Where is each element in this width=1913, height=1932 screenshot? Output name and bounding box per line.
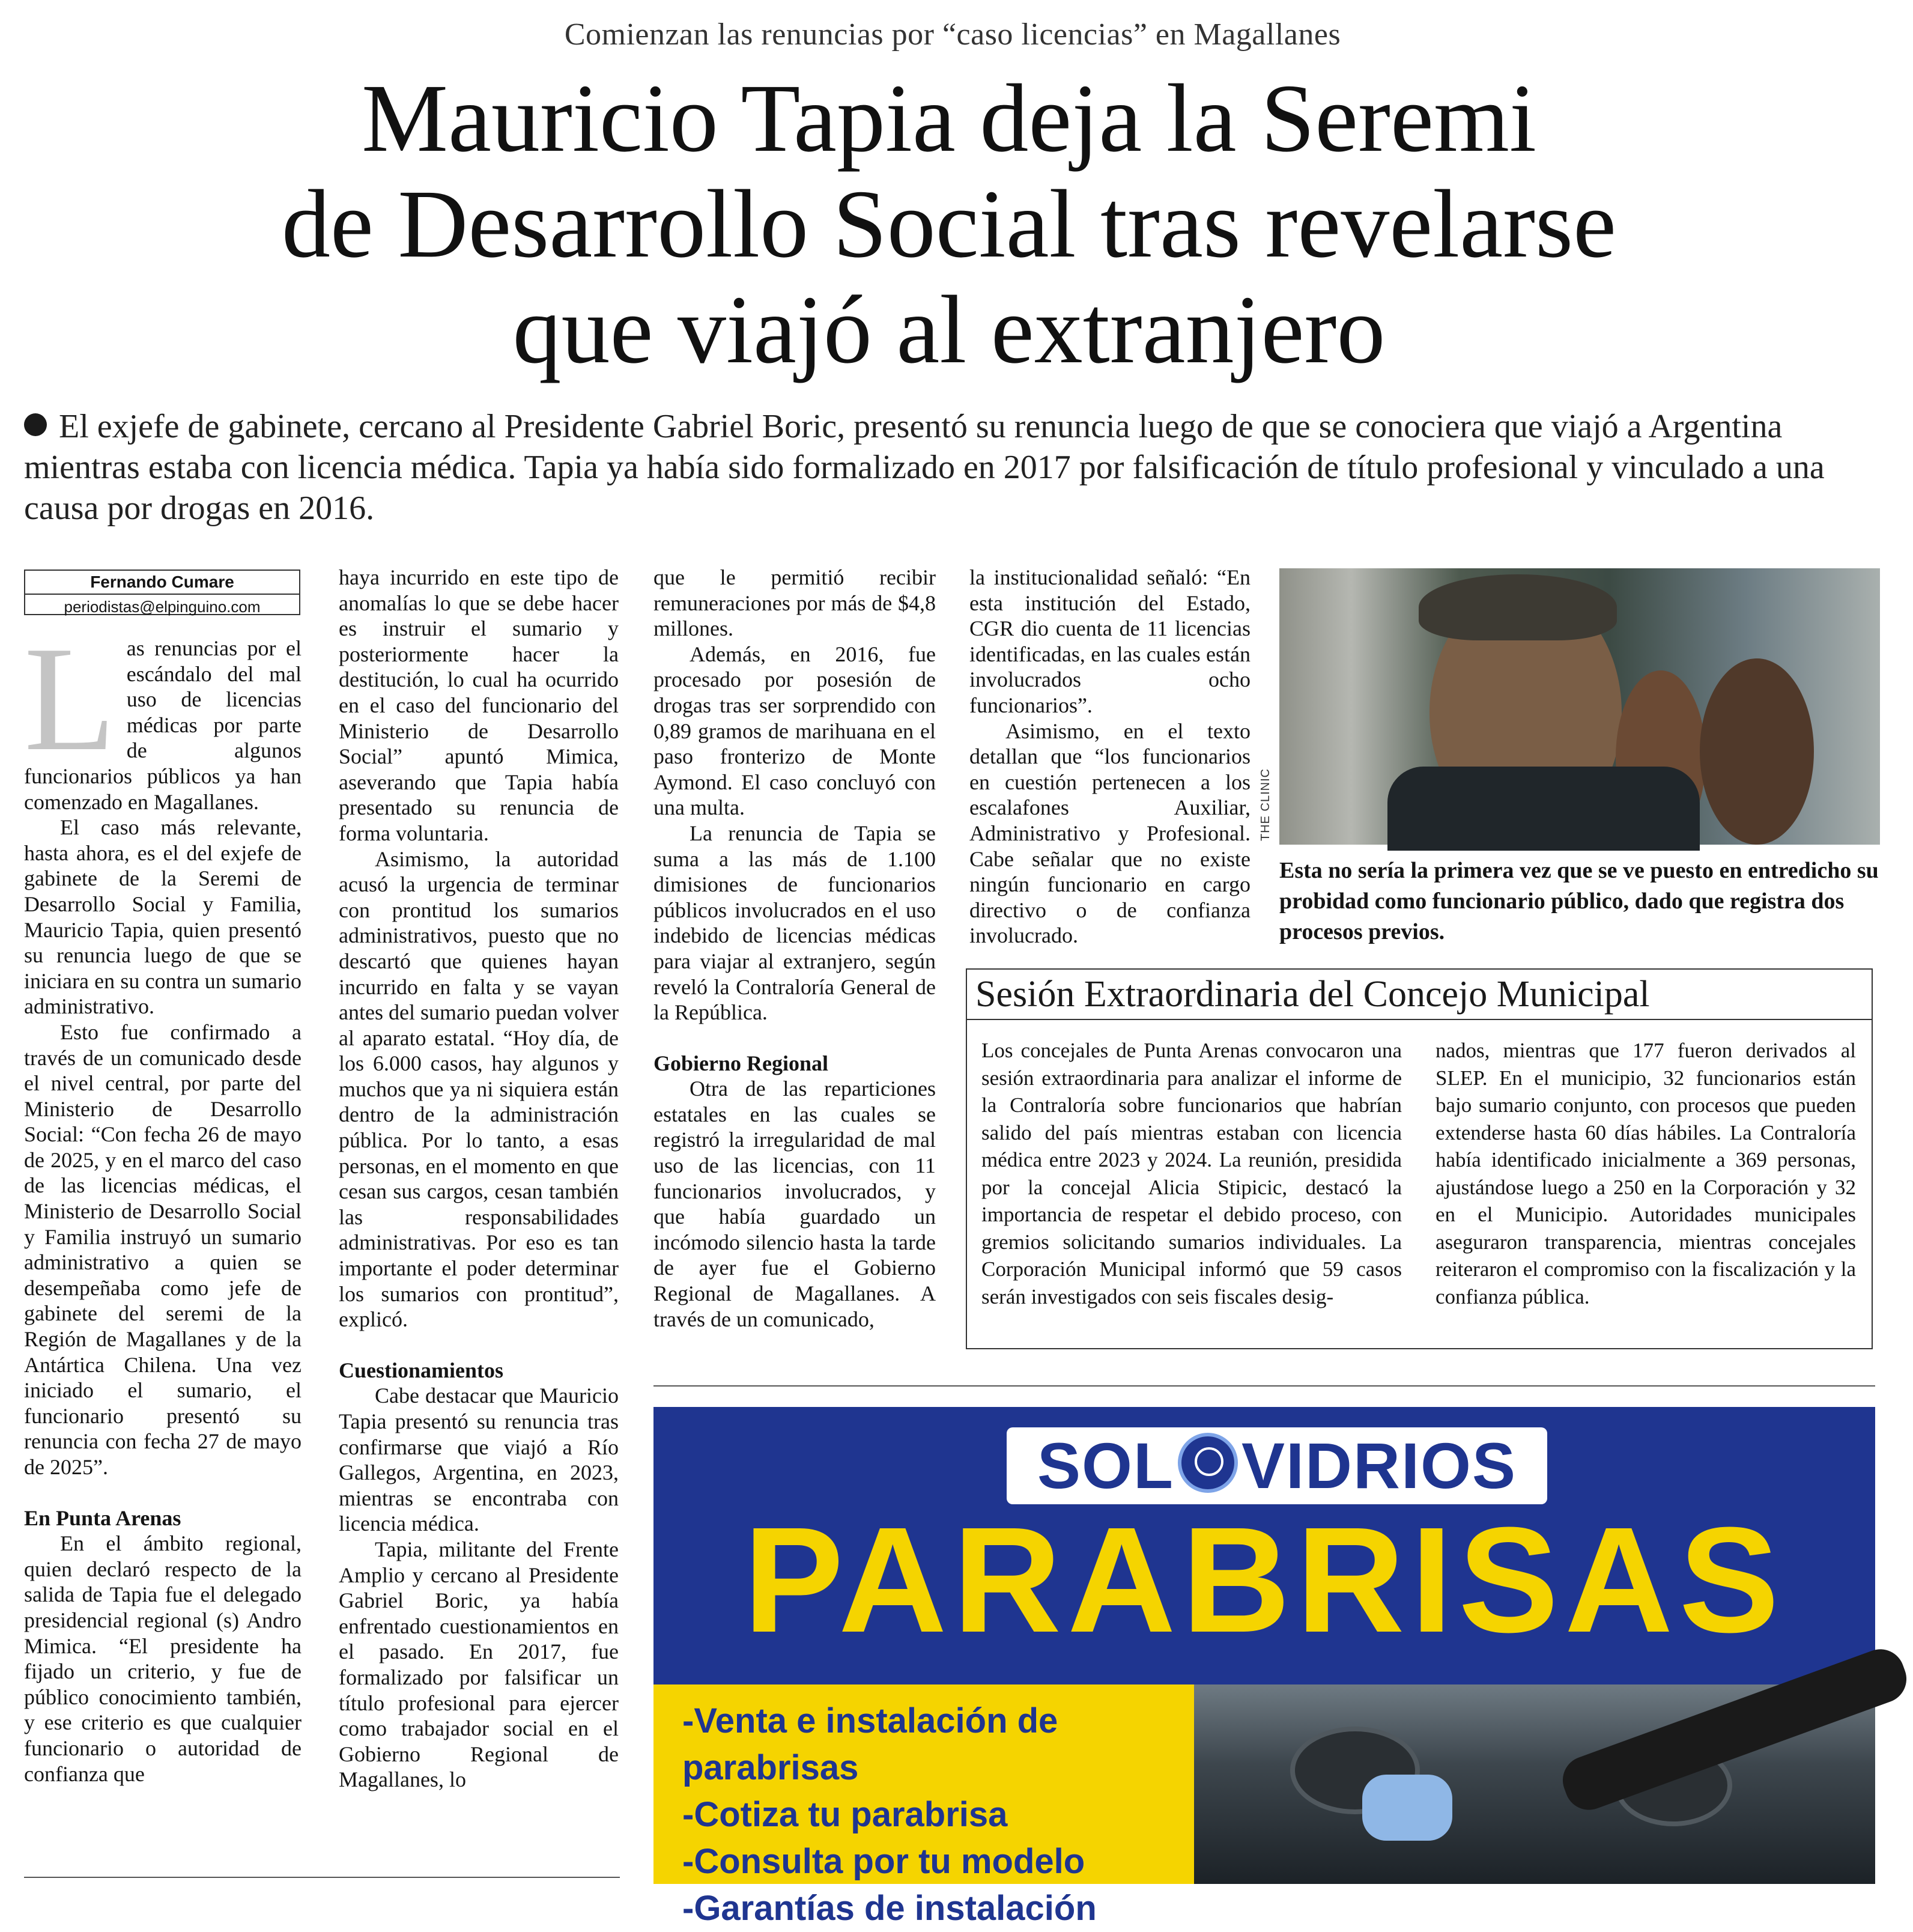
globe-icon xyxy=(1178,1433,1238,1493)
article-paragraph: En el ámbito regional, quien declaró respecto de la salida de Tapia fue el delegado presidencial regional (s) Andro Mimica. “El presidente ha fijado un criterio, y fue de público conocimiento también, y ese criterio es que cualquier funcionario o autoridad de confianza que xyxy=(24,1531,302,1786)
ad-service-list xyxy=(682,1698,1223,1932)
kicker: Comienzan las renuncias por “caso licencias” en Magallanes xyxy=(564,17,1341,52)
ad-service-item: -Garantías de instalación xyxy=(682,1889,1097,1928)
article-column-4 xyxy=(969,565,1251,949)
article-paragraph: Asimismo, en el texto detallan que “los funcionarios en cuestión pertenecen a los escalafones Auxiliar, Administrativo y Profesional. Cabe señalar que no existe ningún funcionario en cargo directivo o de confianza involucrado. xyxy=(969,718,1251,948)
article-paragraph: Además, en 2016, fue procesado por posesión de drogas tras ser sorprendido con 0,89 gramos de marihuana en el paso fronterizo de Monte Aymond. El caso concluyó con una multa. xyxy=(653,642,936,820)
news-photo xyxy=(1279,568,1880,845)
ad-windshield-photo xyxy=(1194,1684,1875,1884)
ad-headline: PARABRISAS xyxy=(743,1496,1786,1663)
headline xyxy=(24,66,1874,383)
ad-brand-left: SOL xyxy=(1037,1429,1174,1502)
advertisement[interactable] xyxy=(653,1407,1875,1928)
headline-line-3: que viajó al extranjero xyxy=(512,276,1386,384)
article-paragraph: La renuncia de Tapia se suma a las más de 1.100 dimisiones de funcionarios públicos involucrados en el uso indebido de licencias médicas para viajar al extranjero, según reveló la Contraloría General de la República. xyxy=(653,821,936,1025)
author-name: Fernando Cumare xyxy=(25,571,299,595)
byline xyxy=(24,570,300,615)
headline-line-2: de Desarrollo Social tras revelarse xyxy=(281,171,1617,278)
article-column-3 xyxy=(653,565,936,1332)
drop-cap: L xyxy=(24,616,116,782)
photo-subject-man xyxy=(1700,658,1814,845)
article-paragraph: El caso más relevante, hasta ahora, es el del exjefe de gabinete de la Seremi de Desarrollo Social y Familia, Mauricio Tapia, quien presentó su renuncia luego de que se iniciara en su contra un sumario administrativo. xyxy=(24,815,302,1019)
glove-icon xyxy=(1362,1775,1452,1841)
article-paragraph: as renuncias por el escándalo del mal uso de licencias médicas por parte de algunos funcionarios públicos ya han comenzado en Magallanes. xyxy=(24,636,302,814)
ad-service-item: -Venta e instalación de xyxy=(682,1701,1058,1740)
subhead-punta-arenas: En Punta Arenas xyxy=(24,1505,181,1530)
photo-caption: Esta no sería la primera vez que se ve puesto en entredicho su probidad como funcionario público, dado que registra dos procesos previos. xyxy=(1279,858,1879,944)
divider xyxy=(653,1385,1875,1387)
article-column-1 xyxy=(24,616,302,1787)
author-email[interactable]: periodistas@elpinguino.com xyxy=(64,598,261,616)
photo-jacket xyxy=(1387,767,1700,851)
deck xyxy=(24,406,1838,529)
article-paragraph: Otra de las reparticiones estatales en las cuales se registró la irregularidad de mal uso de las licencias, con 11 funcionarios involucrados, y que había guardado un incómodo silencio hasta la tarde de ayer fue el Gobierno Regional de Magallanes. A través de un comunicado, xyxy=(653,1077,936,1331)
divider xyxy=(24,1877,620,1878)
headline-line-1: Mauricio Tapia deja la Seremi xyxy=(362,65,1536,172)
photo-subject-hat xyxy=(1419,574,1617,640)
ad-logo xyxy=(1007,1427,1547,1504)
photo-credit: THE CLINIC xyxy=(1259,768,1272,841)
article-paragraph: Asimismo, la autoridad acusó la urgencia de terminar con prontitud los sumarios administrativos, puesto que no descartó que quienes hayan incurrido en falta y se vayan antes del sumario puedan volver al aparato estatal. “Hoy día, de los 6.000 casos, hay algunos y muchos que ya ni siquiera están dentro de la administración pública. Por lo tanto, a esas personas, en el momento en que cesan sus cargos, cesan también las responsabilidades administrativas. Por eso es tan importante el poder determinar los sumarios con prontitud”, explicó. xyxy=(339,846,619,1332)
article-paragraph: la institucionalidad señaló: “En esta institución del Estado, CGR dio cuenta de 11 licencias identificadas, en las cuales están involucrados ocho funcionarios”. xyxy=(969,565,1251,717)
ad-service-item: -Consulta por tu modelo xyxy=(682,1842,1085,1881)
subhead-gobierno-regional: Gobierno Regional xyxy=(653,1051,829,1075)
ad-brand-right: VIDRIOS xyxy=(1241,1429,1517,1502)
sidebar-box xyxy=(966,968,1873,1349)
article-paragraph: que le permitió recibir remuneraciones por más de $4,8 millones. xyxy=(653,565,936,641)
article-paragraph: Cabe destacar que Mauricio Tapia presentó su renuncia tras confirmarse que viajó a Río Gallegos, Argentina, en 2023, mientras se encontraba con licencia médica. xyxy=(339,1384,619,1536)
sidebar-column-1: Los concejales de Punta Arenas convocaron una sesión extraordinaria para analizar el informe de la Contraloría sobre funcionarios que habrían salido del país mientras estaban con licencia médica entre 2023 y 2024. La reunión, presidida por la concejal Alicia Stipicic, destacó la importancia de respetar el debido proceso, con gremios solicitando sumarios individuales. La Corporación Municipal informó que 59 casos serán investigados con seis fiscales desig- xyxy=(981,1039,1402,1308)
article-paragraph: Esto fue confirmado a través de un comunicado desde el nivel central, por parte del Ministerio de Desarrollo Social: “Con fecha 26 de mayo de 2025, y en el marco del caso de las licencias médicas, el Ministerio de Desarrollo Social y Familia instruyó un sumario administrativo a quien se desempeñaba como jefe de gabinete del seremi de la Región de Magallanes y de la Antártica Chilena. Una vez iniciado el sumario, el funcionario presentó su renuncia con fecha 27 de mayo de 2025”. xyxy=(24,1019,302,1479)
article-paragraph: Tapia, militante del Frente Amplio y cercano al Presidente Gabriel Boric, ya había enfrentado cuestionamientos en el pasado. En 2017, fue formalizado por falsificar un título profesional para ejercer como trabajador social en el Gobierno Regional de Magallanes, lo xyxy=(339,1537,619,1792)
sidebar-title: Sesión Extraordinaria del Concejo Municipal xyxy=(967,970,1872,1020)
article-paragraph: haya incurrido en este tipo de anomalías lo que se debe hacer es instruir el sumario y posteriormente hacer la destitución, lo cual ha ocurrido en el caso del funcionario del Ministerio de Desarrollo Social” apuntó Mimica, aseverando que Tapia había presentado su renuncia de forma voluntaria. xyxy=(339,565,619,845)
deck-text: El exjefe de gabinete, cercano al Presidente Gabriel Boric, presentó su renuncia luego de que se conociera que viajó a Argentina mientras estaba con licencia médica. Tapia ya había sido formalizado en 2017 por falsificación de título profesional y vinculado a una causa por drogas en 2016. xyxy=(24,408,1825,527)
ad-service-item: -Cotiza tu parabrisa xyxy=(682,1795,1008,1834)
sidebar-column-2: nados, mientras que 177 fueron derivados al SLEP. En el municipio, 32 funcionarios están bajo sumario conjunto, con procesos que pueden extenderse hasta 60 días hábiles. La Contraloría había identificado inicialmente a 369 personas, ajustándose luego a 250 en la Corporación y 32 en el Municipio. Autoridades municipales aseguraron transparencia, mientras concejales reiteraron el compromiso con la fiscalización y la confianza pública. xyxy=(1436,1039,1856,1308)
worker-arm xyxy=(1556,1642,1913,1817)
bullet-icon xyxy=(24,413,47,436)
subhead-cuestionamientos: Cuestionamientos xyxy=(339,1358,504,1382)
ad-service-item: parabrisas xyxy=(682,1748,859,1787)
article-column-2 xyxy=(339,565,619,1793)
